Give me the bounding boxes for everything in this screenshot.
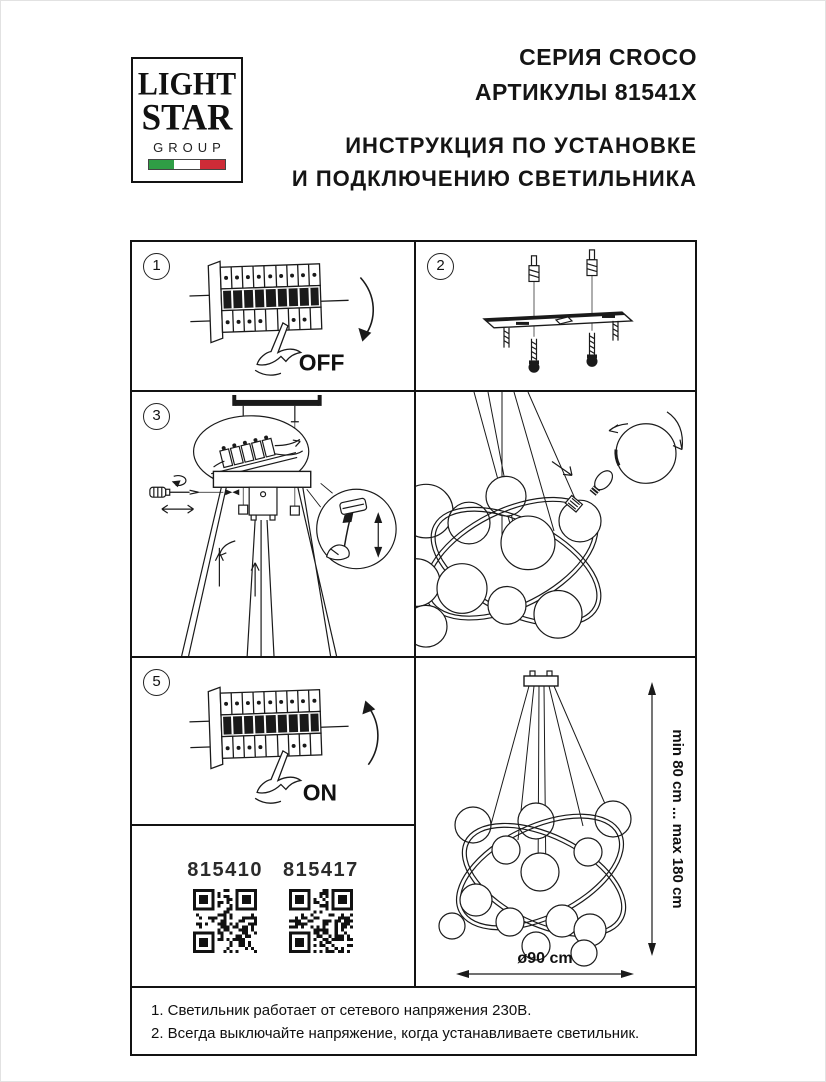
mounting-strap-illustration — [416, 242, 695, 390]
chandelier-dimensions-illustration — [416, 658, 695, 986]
step-5-number-badge: 5 — [143, 669, 170, 696]
canopy-wiring-illustration — [132, 392, 414, 656]
screwdriver-icon — [150, 476, 223, 514]
series-title: СЕРИЯ CROCO — [519, 44, 697, 70]
diameter-dimension — [456, 950, 634, 978]
step-2-cell — [416, 242, 695, 392]
pointing-hand-icon — [255, 751, 301, 803]
step-1-number-badge: 1 — [143, 253, 170, 280]
instruction-title-line2: И ПОДКЛЮЧЕНИЮ СВЕТИЛЬНИКА — [291, 166, 697, 191]
article-right — [283, 859, 359, 953]
bulb-icon — [587, 467, 616, 497]
glass-globe — [616, 424, 676, 484]
on-label: ON — [302, 779, 338, 806]
wall-anchor — [587, 250, 597, 276]
height-dimension-label: min 80 cm ... max 180 cm — [669, 729, 686, 909]
step-5-cell — [132, 658, 416, 826]
header — [292, 44, 697, 192]
step-2-number-badge: 2 — [427, 253, 454, 280]
curved-arrow-up — [362, 700, 378, 764]
instruction-title-line1: ИНСТРУКЦИЯ ПО УСТАНОВКЕ — [345, 133, 697, 158]
globe-assembly-illustration — [416, 392, 695, 656]
article-code: 815410 — [187, 859, 263, 881]
flag-green-stripe — [149, 160, 174, 169]
strap-bar — [484, 312, 632, 328]
logo-text-light: LIGHT — [137, 66, 237, 103]
breaker-panel-off-illustration — [132, 242, 414, 390]
article-left — [187, 859, 263, 953]
steps-grid — [130, 240, 697, 988]
note-2: 2. Всегда выключайте напряжение, когда устанавливаете светильник. — [151, 1025, 640, 1043]
step-3-cell — [132, 392, 416, 658]
off-label: OFF — [298, 349, 345, 376]
height-dimension — [648, 682, 686, 956]
italian-flag-bar — [148, 159, 226, 170]
articles-title: АРТИКУЛЫ 81541X — [474, 79, 697, 105]
diameter-dimension-label: ø90 cm — [517, 950, 573, 967]
flag-red-stripe — [200, 160, 225, 169]
logo-text-star: STAR — [141, 97, 233, 138]
qr-code — [193, 889, 257, 953]
article-qr-cell — [132, 826, 416, 986]
curved-arrow-down — [358, 278, 373, 342]
step-4-cell — [416, 392, 695, 658]
qr-code — [289, 889, 353, 953]
note-1: 1. Светильник работает от сетевого напряжения 230В. — [151, 1002, 532, 1019]
mounting-screw — [529, 339, 540, 373]
wall-anchor — [529, 256, 539, 282]
logo-text-group: GROUP — [153, 140, 226, 155]
step-1-cell — [132, 242, 416, 392]
flag-white-stripe — [174, 160, 199, 169]
article-code: 815417 — [283, 859, 359, 881]
mounting-screw — [587, 333, 598, 367]
step-3-number-badge: 3 — [143, 403, 170, 430]
notes-box — [130, 986, 697, 1056]
chandelier-dimensions-cell — [416, 658, 695, 986]
breaker-panel-on-illustration — [132, 658, 414, 824]
lightstar-logo — [131, 57, 243, 183]
side-screw — [225, 489, 239, 495]
